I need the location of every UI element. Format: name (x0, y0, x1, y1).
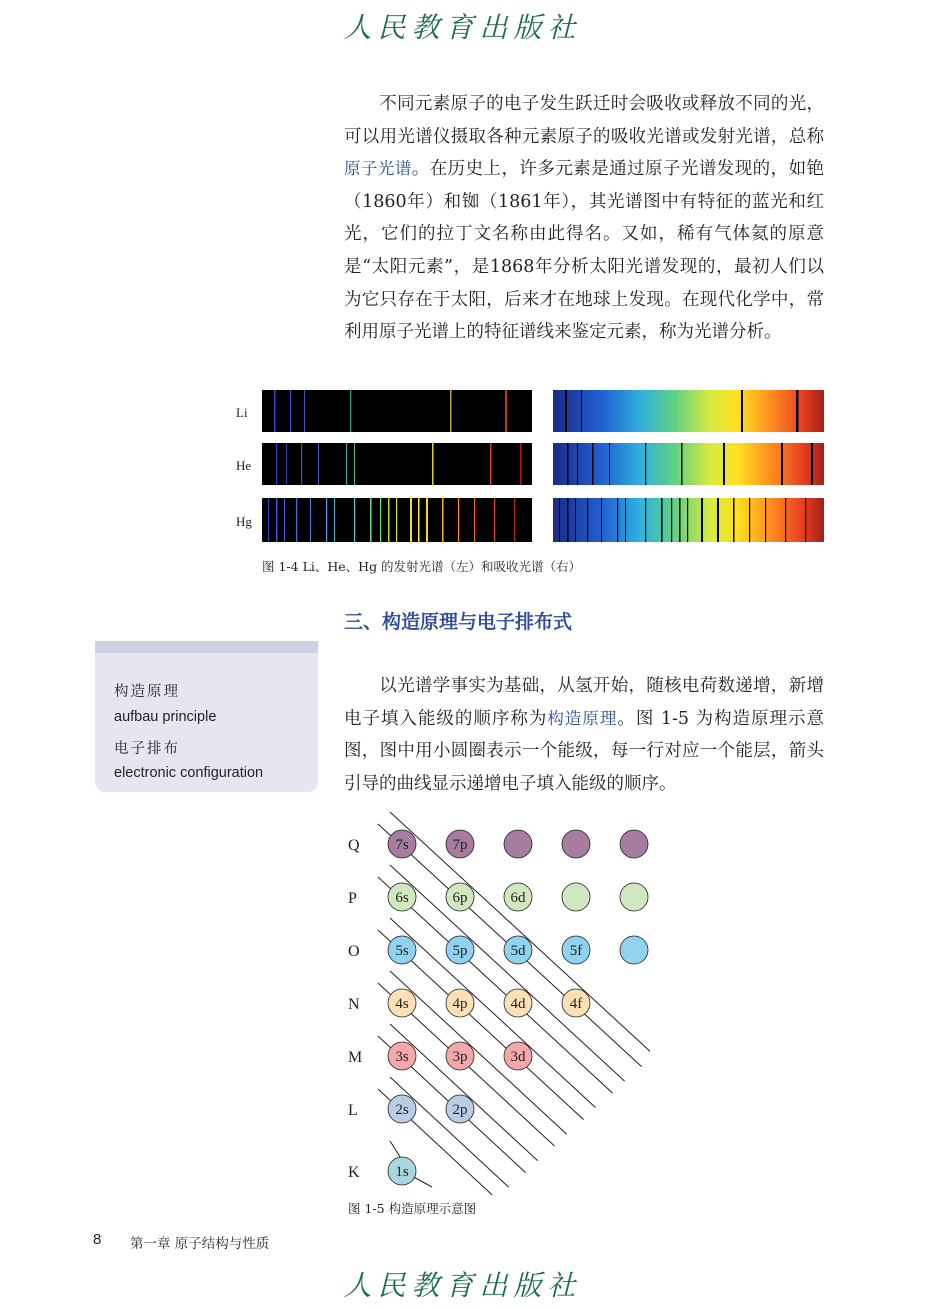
sublevel-label: 5s (395, 943, 409, 959)
term-aufbau-zh: 构造原理 (114, 684, 180, 700)
sublevel-label: 3p (452, 1049, 468, 1065)
sublevel-label: 3s (395, 1049, 409, 1065)
sublevel-circle (562, 830, 590, 858)
absorption-spectrum-hg (553, 498, 824, 542)
sublevel-label: 3d (510, 1049, 526, 1065)
shell-label-q: Q (348, 837, 360, 854)
aufbau-diagram (330, 800, 650, 1195)
sublevel-label: 4p (452, 996, 468, 1012)
sublevel-label: 4f (569, 996, 583, 1012)
emission-spectrum-li (262, 390, 532, 432)
absorption-spectrum-li (553, 390, 824, 432)
term-config-zh: 电子排布 (114, 741, 180, 757)
publisher-logo-top: 人民教育出版社 (343, 11, 582, 44)
sublevel-label: 4d (510, 996, 526, 1012)
sublevel-circle (620, 883, 648, 911)
figure-caption-1-5: 图 1-5 构造原理示意图 (348, 1201, 477, 1216)
shell-label-l: L (348, 1102, 358, 1119)
sublevel-label: 5d (510, 943, 526, 959)
sublevel-label: 7p (452, 837, 468, 853)
spectrum-label-li: Li (236, 405, 248, 420)
sublevel-circle (562, 883, 590, 911)
sublevel-label: 6p (452, 890, 468, 906)
emission-spectrum-hg (262, 498, 532, 542)
shell-label-o: O (348, 943, 360, 960)
chapter-title: 第一章 原子结构与性质 (130, 1236, 270, 1252)
figure-caption-1-4: 图 1-4 Li、He、Hg 的发射光谱（左）和吸收光谱（右） (262, 559, 582, 574)
glossary-sidebox (95, 641, 318, 792)
sublevel-label: 6d (510, 890, 526, 906)
shell-label-k: K (348, 1164, 360, 1181)
paragraph-aufbau: 以光谱学事实为基础，从氢开始，随核电荷数递增，新增电子填入能级的顺序称为构造原理。图 1-5 为构造原理示意图，图中用小圆圈表示一个能级，每一行对应一个能层，箭头引导的曲线显示递增电子填入能级的顺序。 (344, 676, 825, 794)
emission-spectrum-he (262, 443, 532, 485)
spectra-figure (262, 390, 824, 543)
sublevel-circle (504, 830, 532, 858)
sublevel-label: 2p (452, 1102, 468, 1118)
shell-label-m: M (348, 1049, 363, 1066)
sublevel-label: 6s (395, 890, 409, 906)
sublevel-circle (620, 936, 648, 964)
paragraph-spectra: 不同元素原子的电子发生跃迁时会吸收或释放不同的光，可以用光谱仪摄取各种元素原子的吸收光谱或发射光谱，总称原子光谱。在历史上，许多元素是通过原子光谱发现的，如铯（1860年）和铷（1861年），其光谱图中有特征的蓝光和红光，它们的拉丁文名称由此得名。又如，稀有气体氦的原意是“太阳元素”，是1868年分析太阳光谱发现的，最初人们以为它只存在于太阳，后来才在地球上发现。在现代化学中，常利用原子光谱上的特征谱线来鉴定元素，称为光谱分析。 (344, 94, 825, 343)
spectrum-label-hg: Hg (236, 514, 252, 529)
absorption-spectrum-he (553, 443, 824, 485)
sublevel-label: 7s (395, 837, 409, 853)
page-number: 8 (93, 1231, 102, 1248)
term-config-en: electronic configuration (114, 765, 264, 781)
shell-label-n: N (348, 996, 360, 1013)
spectrum-label-he: He (236, 458, 252, 473)
section-heading: 三、构造原理与电子排布式 (344, 611, 573, 633)
shell-label-p: P (348, 890, 357, 907)
sublevel-label: 5f (569, 943, 583, 959)
sublevel-circle (620, 830, 648, 858)
keyword-atomic-spectrum: 原子光谱 (344, 159, 412, 179)
sublevel-label: 5p (452, 943, 468, 959)
sublevel-label: 4s (395, 996, 409, 1012)
term-aufbau-en: aufbau principle (114, 709, 217, 725)
keyword-aufbau-principle: 构造原理 (547, 708, 618, 728)
publisher-logo-bottom: 人民教育出版社 (343, 1269, 582, 1302)
sublevel-label: 2s (395, 1102, 409, 1118)
sublevel-label: 1s (395, 1164, 409, 1180)
